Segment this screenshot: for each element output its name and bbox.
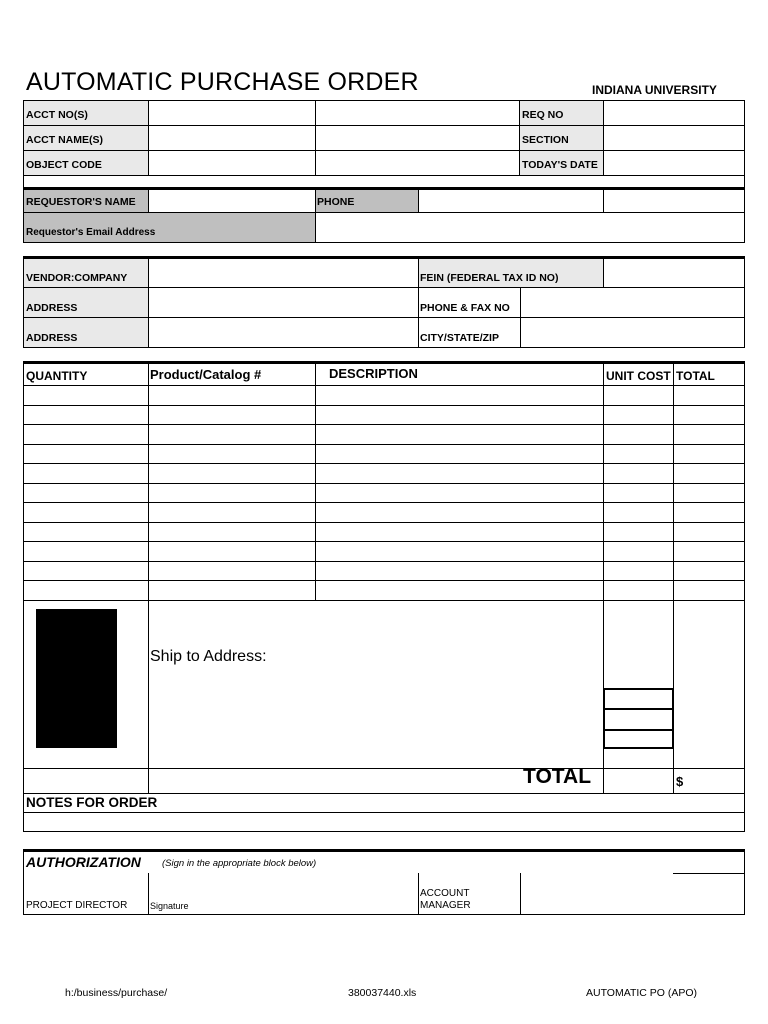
table-row[interactable] xyxy=(24,464,744,483)
city-state-zip-field[interactable] xyxy=(521,318,744,347)
table-row[interactable] xyxy=(24,503,744,522)
phone-fax-field[interactable] xyxy=(521,288,744,317)
table-row[interactable] xyxy=(24,542,744,561)
account-manager-label-line1: ACCOUNT xyxy=(420,888,470,899)
vendor-address1-field[interactable] xyxy=(149,288,418,317)
subtotal-boxes xyxy=(603,688,674,749)
footer-filename: 380037440.xls xyxy=(348,987,417,999)
phone-fax-label: PHONE & FAX NO xyxy=(420,302,510,314)
object-code-field[interactable] xyxy=(149,151,315,175)
account-manager-signature-field[interactable] xyxy=(521,874,744,914)
fein-label: FEIN (FEDERAL TAX ID NO) xyxy=(420,272,559,284)
requestor-name-field[interactable] xyxy=(149,190,315,212)
acct-name-field[interactable] xyxy=(149,126,315,150)
project-director-signature-field[interactable] xyxy=(149,874,417,899)
vendor-address2-field[interactable] xyxy=(149,318,418,347)
vendor-address2-label: ADDRESS xyxy=(26,332,78,344)
footer-form-name: AUTOMATIC PO (APO) xyxy=(586,987,698,999)
authorization-instruction: (Sign in the appropriate block below) xyxy=(162,858,317,869)
requestor-name-label: REQUESTOR'S NAME xyxy=(26,196,136,208)
footer-path: h:/business/purchase/ xyxy=(65,987,168,999)
ship-to-label: Ship to Address: xyxy=(150,648,267,665)
vendor-company-field[interactable] xyxy=(149,259,418,287)
col-product-header: Product/Catalog # xyxy=(150,367,262,382)
city-state-zip-label: CITY/STATE/ZIP xyxy=(420,332,499,344)
redacted-block xyxy=(36,609,117,748)
fein-field[interactable] xyxy=(604,259,744,287)
account-manager-label-line2: MANAGER xyxy=(420,900,471,911)
col-quantity-header: QUANTITY xyxy=(26,369,88,383)
requestor-email-field[interactable] xyxy=(316,213,744,242)
todays-date-label: TODAY'S DATE xyxy=(522,159,598,171)
requestor-email-label: Requestor's Email Address xyxy=(26,227,156,238)
grand-total-field[interactable] xyxy=(688,770,744,792)
signature-label: Signature xyxy=(150,901,189,911)
requestor-phone-field[interactable] xyxy=(419,190,603,212)
object-code-label: OBJECT CODE xyxy=(26,159,102,171)
table-row[interactable] xyxy=(24,523,744,541)
acct-no-label: ACCT NO(S) xyxy=(26,109,88,121)
table-row[interactable] xyxy=(24,386,744,405)
todays-date-field[interactable] xyxy=(604,151,744,175)
grand-total-label: TOTAL xyxy=(523,765,592,788)
table-row[interactable] xyxy=(24,445,744,463)
table-row[interactable] xyxy=(24,581,744,600)
ship-to-address-field[interactable] xyxy=(150,664,602,766)
table-row[interactable] xyxy=(24,425,744,444)
req-no-field[interactable] xyxy=(604,101,744,125)
notes-label: NOTES FOR ORDER xyxy=(26,795,158,810)
table-row[interactable] xyxy=(24,406,744,424)
acct-name-label: ACCT NAME(S) xyxy=(26,134,103,146)
section-field[interactable] xyxy=(604,126,744,150)
section-label: SECTION xyxy=(522,134,569,146)
col-unit-cost-header: UNIT COST xyxy=(606,369,671,383)
table-row[interactable] xyxy=(24,484,744,502)
acct-no-field[interactable] xyxy=(149,101,315,125)
project-director-label: PROJECT DIRECTOR xyxy=(26,900,128,911)
form-title: AUTOMATIC PURCHASE ORDER xyxy=(26,68,419,96)
vendor-address1-label: ADDRESS xyxy=(26,302,78,314)
col-description-header: DESCRIPTION xyxy=(329,366,418,381)
vendor-company-label: VENDOR:COMPANY xyxy=(26,272,128,284)
col-total-header: TOTAL xyxy=(676,369,715,383)
table-row[interactable] xyxy=(24,562,744,580)
currency-symbol: $ xyxy=(676,774,684,789)
req-no-label: REQ NO xyxy=(522,109,564,121)
authorization-label: AUTHORIZATION xyxy=(26,854,141,870)
requestor-phone-label: PHONE xyxy=(317,196,355,208)
organization-name: INDIANA UNIVERSITY xyxy=(592,83,717,97)
notes-field[interactable] xyxy=(24,813,744,831)
